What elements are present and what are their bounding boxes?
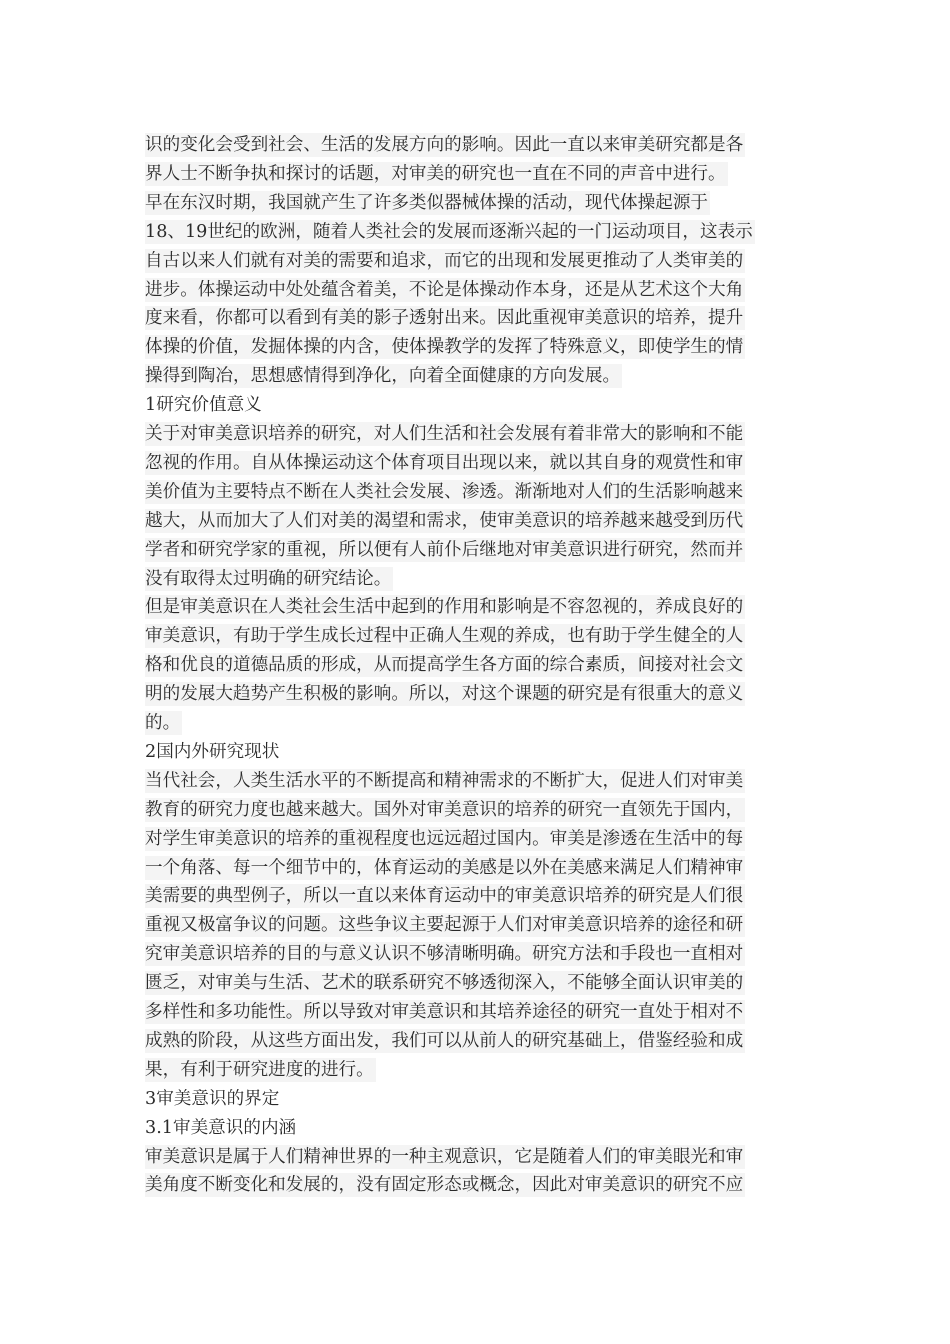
text-line: 重视又极富争议的问题。这些争议主要起源于人们对审美意识培养的途径和研 <box>145 915 744 935</box>
text-line: 忽视的作用。自从体操运动这个体育项目出现以来，就以其自身的观赏性和审 <box>145 453 744 473</box>
text-line: 成熟的阶段，从这些方面出发，我们可以从前人的研究基础上，借鉴经验和成 <box>145 1031 744 1051</box>
text-line: 究审美意识培养的目的与意义认识不够清晰明确。研究方法和手段也一直相对 <box>145 944 744 964</box>
text-line: 审美意识是属于人们精神世界的一种主观意识，它是随着人们的审美眼光和审 <box>145 1147 744 1167</box>
text-line: 进步。体操运动中处处蕴含着美，不论是体操动作本身，还是从艺术这个大角 <box>145 280 744 300</box>
text-line: 明的发展大趋势产生积极的影响。所以，对这个课题的研究是有很重大的意义 <box>145 684 744 704</box>
text-line: 果，有利于研究进度的进行。 <box>145 1060 374 1080</box>
section-heading: 3.1审美意识的内涵 <box>145 1118 297 1138</box>
section-heading: 2国内外研究现状 <box>145 742 280 762</box>
text-line: 度来看，你都可以看到有美的影子透射出来。因此重视审美意识的培养，提升 <box>145 308 744 328</box>
text-line: 的。 <box>145 713 181 733</box>
text-line: 关于对审美意识培养的研究，对人们生活和社会发展有着非常大的影响和不能 <box>145 424 744 444</box>
text-line: 自古以来人们就有对美的需要和追求，而它的出现和发展更推动了人类审美的 <box>145 251 744 271</box>
text-line: 教育的研究力度也越来越大。国外对审美意识的培养的研究一直领先于国内， <box>145 800 744 820</box>
text-line: 美角度不断变化和发展的，没有固定形态或概念，因此对审美意识的研究不应 <box>145 1175 744 1195</box>
text-line: 操得到陶冶，思想感情得到净化，向着全面健康的方向发展。 <box>145 366 621 386</box>
text-line: 美需要的典型例子，所以一直以来体育运动中的审美意识培养的研究是人们很 <box>145 886 744 906</box>
section-heading: 1研究价值意义 <box>145 395 262 415</box>
text-line: 学者和研究学家的重视，所以便有人前仆后继地对审美意识进行研究，然而并 <box>145 540 744 560</box>
text-line: 多样性和多功能性。所以导致对审美意识和其培养途径的研究一直处于相对不 <box>145 1002 744 1022</box>
text-line: 匮乏，对审美与生活、艺术的联系研究不够透彻深入，不能够全面认识审美的 <box>145 973 744 993</box>
text-line: 一个角落、每一个细节中的，体育运动的美感是以外在美感来满足人们精神审 <box>145 858 744 878</box>
text-line: 没有取得太过明确的研究结论。 <box>145 569 392 589</box>
text-line: 格和优良的道德品质的形成，从而提高学生各方面的综合素质，间接对社会文 <box>145 655 744 675</box>
text-line: 但是审美意识在人类社会生活中起到的作用和影响是不容忽视的，养成良好的 <box>145 597 744 617</box>
text-line: 界人士不断争执和探讨的话题，对审美的研究也一直在不同的声音中进行。 <box>145 164 726 184</box>
text-line: 当代社会，人类生活水平的不断提高和精神需求的不断扩大，促进人们对审美 <box>145 771 744 791</box>
text-line: 越大，从而加大了人们对美的渴望和需求，使审美意识的培养越来越受到历代 <box>145 511 744 531</box>
text-line: 识的变化会受到社会、生活的发展方向的影响。因此一直以来审美研究都是各 <box>145 135 744 155</box>
section-heading: 3审美意识的界定 <box>145 1089 280 1109</box>
text-line: 美价值为主要特点不断在人类社会发展、渗透。渐渐地对人们的生活影响越来 <box>145 482 744 502</box>
text-line: 审美意识，有助于学生成长过程中正确人生观的养成，也有助于学生健全的人 <box>145 626 744 646</box>
text-line: 体操的价值，发掘体操的内含，使体操教学的发挥了特殊意义，即使学生的情 <box>145 337 744 357</box>
text-line: 18、19世纪的欧洲，随着人类社会的发展而逐渐兴起的一门运动项目，这表示 <box>145 222 753 242</box>
text-line: 早在东汉时期，我国就产生了许多类似器械体操的活动，现代体操起源于 <box>145 193 709 213</box>
text-line: 对学生审美意识的培养的重视程度也远远超过国内。审美是渗透在生活中的每 <box>145 829 744 849</box>
